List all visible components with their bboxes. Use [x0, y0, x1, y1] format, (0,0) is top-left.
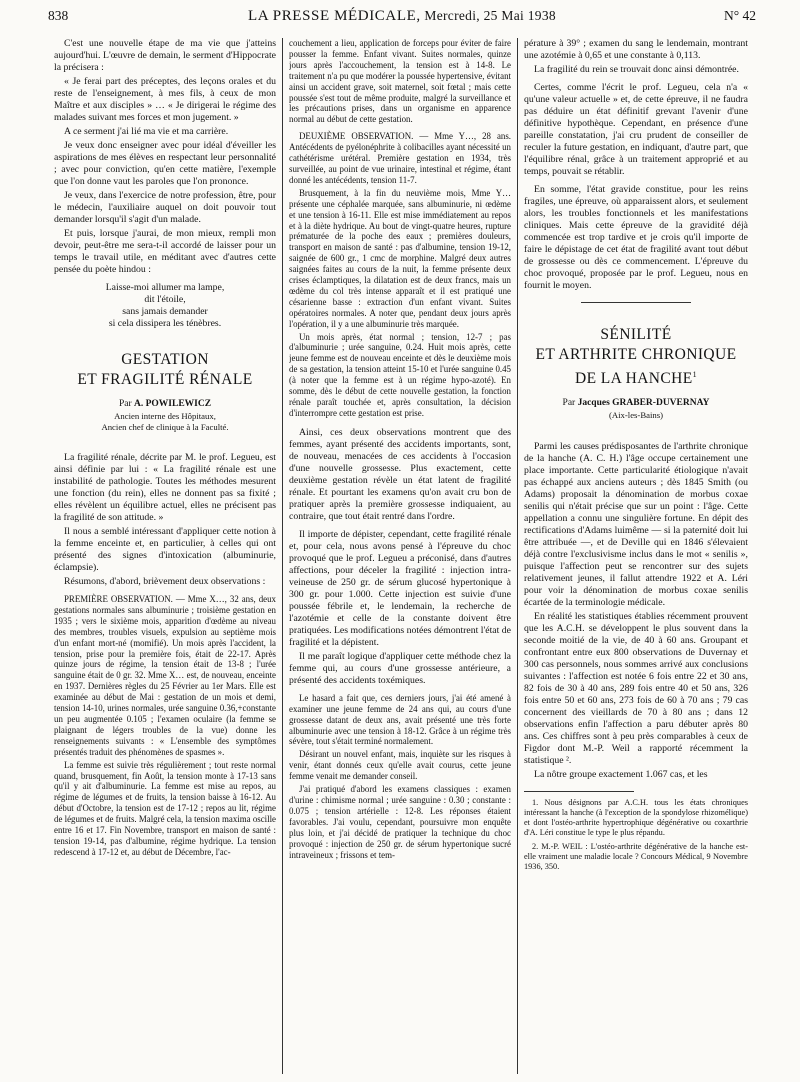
author-affiliation: [54, 411, 276, 432]
journal-name: LA PRESSE MÉDICALE,: [248, 8, 421, 24]
observation: [54, 594, 276, 758]
column-rule: [517, 38, 518, 1074]
poem-line: sans jamais demander: [122, 306, 208, 317]
article-separator: [581, 302, 691, 303]
paragraph: Ainsi, ces deux observations montrent que des femmes, ayant présenté des accidents importants, sont, de nouveau, menacées de ces accidents à l'occasion d'une nouvelle grossesse. Plus exactement, cette deuxième gestation révèle un état latent de fragilité rénale. Et pourtant les examens qu'on avait cru bon de pratiquer après la première grossesse indiquaient, au contraire, que tout était rentré dans l'ordre.: [289, 426, 511, 522]
column-1: [54, 38, 276, 1074]
footnote-marker: 1: [692, 370, 697, 379]
paragraph: Il importe de dépister, cependant, cette fragilité rénale et, pour cela, nous avons pensé à l'épreuve du choc provoqué que le prof. Legueu a préconisé, dans d'autres affections, pour déceler la fragilité : injection intra-veineuse de 250 gr. de sérum glucosé hypertonique à 300 gr. pour 1.000. Cette injection est suivie d'une poussée fébrile et, le lendemain, la recherche de l'azotémie et celle de la constante doivent être pratiquées. Les modifications notées démontrent l'état de fragilité et la dépistent.: [289, 528, 511, 648]
affiliation-line: Ancien chef de clinique à la Faculté.: [101, 421, 229, 432]
page-number: 838: [48, 8, 69, 23]
paragraph: Je veux donc enseigner avec pour idéal d'éveiller les aspirations de mes élèves en respectant leur personnalité ; avec pour conviction, qu'en cette matière, l'exemple que l'on donne vaut les paroles que l'on prononce.: [54, 140, 276, 187]
article-title: [524, 325, 748, 389]
paragraph: C'est une nouvelle étape de ma vie que j'atteins aujourd'hui. L'œuvre de demain, le serment d'Hippocrate la précisera :: [54, 38, 276, 73]
observation-label: PREMIÈRE OBSERVATION.: [64, 594, 173, 604]
title-line: SÉNILITÉ: [600, 326, 672, 343]
footnote: 1. Nous désignons par A.C.H. tous les états chroniques intéressant la hanche (à l'exception de la spondylose rhizomélique) et dont l'ostéo-arthrite hypertrophique dégénérative ou coxarthrie d'A. Léri constitue le type le plus répandu.: [524, 797, 748, 837]
paragraph: Parmi les causes prédisposantes de l'arthrite chronique de la hanche (A. C. H.) l'âge occupe certainement une place importante. Cette particularité étiologique n'avait pas échappé aux anciens auteurs ; dès 1845 Smith (ou Adams) proposait la dénomination de morbus coxae senilis qui n'était précise que sur un point : l'âge. Cette appellation a connu une singulière fortune. En dépit des rectifications d'Adams luimême — si la paternité doit lui être attribuée —, et de Deville qui en 1846 s'élevaient déjà contre l'exclusivisme inclus dans le mot « senilis », puisque l'affection peut se rencontrer sur des sujets relativement jeunes, il fallut attendre 1922 et A. Léri pour voir la dénomination de morbus coxae senilis écartée de la terminologie médicale.: [524, 440, 748, 608]
column-2: [289, 38, 511, 1074]
observation-text: — Mme Y…, 28 ans. Antécédents de pyélonéphrite à colibacilles ayant nécessité un cathétérisme urétéral. Première gestation en 1934, très surveillée, au point de vue urinaire, intestinal et régime, étant donné les antécédents, tension 11-7.: [289, 131, 511, 185]
article-byline: [54, 398, 276, 410]
issue-number: N° 42: [723, 8, 756, 23]
footnote: 2. M.-P. WEIL : L'ostéo-arthrite dégénérative de la hanche est-elle vraiment une maladie locale ? Concours Médical, 9 Novembre 1936, 350.: [524, 841, 748, 871]
byline-prefix: Par: [118, 399, 132, 409]
paragraph: J'ai pratiqué d'abord les examens classiques : examen d'urine : chimisme normal ; urée sanguine : 0.30 ; constante : 0.075 ; tension artérielle : 12-8. Les réponses étaient favorables. J'ai voulu, cependant, poursuivre mon enquête plus loin, et j'ai décidé de pratiquer la technique du choc provoqué : injection de 250 gr. de sérum hypertonique sucré intraveineux ; frissons et tem-: [289, 784, 511, 860]
paragraph: Désirant un nouvel enfant, mais, inquiète sur les risques à venir, étant donnés ceux qu'elle avait courus, cette jeune femme venait me demander conseil.: [289, 749, 511, 782]
title-text: DE LA HANCHE: [574, 370, 693, 388]
paragraph: Brusquement, à la fin du neuvième mois, Mme Y… présente une céphalée marquée, sans albuminurie, ni œdème et une tension à 16-11. Elle est mise immédiatement au repos et à la diète hydrique. Au bout de vingt-quatre heures, rupture prématurée de la poche des eaux ; premières douleurs, transport en maison de santé : pas d'albumine, tension 19-12, saignée de 600 gr., 1 cmc de morphine. Malgré deux autres saignées faites au cours de la nuit, la femme présente deux crises éclamptiques, la dilatation est de deux francs, mais un œdème du col très intense apparaît et il est pratiqué une césarienne basse : extraction d'un enfant vivant. Suites opératoires normales. A noter que, pendant deux jours après l'opération, il y a une albuminurie très marquée.: [289, 187, 511, 329]
paragraph: Je veux, dans l'exercice de notre profession, être, pour le médecin, l'auxiliaire auquel on doit pouvoir tout demander lorsqu'il s'agit d'un malade.: [54, 190, 276, 225]
title-line: GESTATION: [121, 351, 209, 368]
issue-date: Mercredi, 25 Mai 1938: [424, 8, 556, 23]
paragraph: Résumons, d'abord, brièvement deux observations :: [64, 576, 266, 587]
paragraph: Un mois après, état normal ; tension, 12-7 ; pas d'albuminurie ; urée sanguine, 0.24. Huit mois après, cette jeune femme est de nouveau enceinte et dès le deuxième mois de sa gestation, la tension atteint 15-10 et l'urée sanguine 0.45 (à noter que la femme est à un régime hypo-azoté). En somme, dès le début de cette nouvelle gestation, la fonction rénale paraît touchée et, après consultation, la décision d'interrompre cette gestation est prise.: [289, 331, 511, 418]
author-affiliation: (Aix-les-Bains): [608, 410, 664, 421]
title-line: ET ARTHRITE CHRONIQUE: [535, 346, 737, 363]
observation: [289, 131, 511, 186]
poem-line: dit l'étoile,: [144, 294, 186, 305]
paragraph: La fragilité rénale, décrite par M. le prof. Legueu, est ainsi définie par lui : « La fragilité rénale est une instabilité de pathologie. Toutes les méthodes mesurent une fonction (du rein), elles ne donnent pas sa fixité ; elles révèlent un équilibre actuel, elles ne précisent pas la fragilité de son attitude. »: [54, 452, 276, 523]
observation-label: DEUXIÈME OBSERVATION.: [299, 131, 414, 142]
author-name: A. POWILEWICZ: [133, 399, 212, 409]
poem-quote: [54, 282, 276, 330]
paragraph: couchement a lieu, application de forceps pour éviter de faire pousser la femme. Enfant vivant. Suites normales, quinze jours après l'accouchement, la tension est à 14-8. Le traitement n'a pu que modérer la poussée hypertensive, évitant ainsi un accident grave, soit maternel, soit fœtal ; mais cette poussée s'est tout de même produite, malgré la surveillance et les précautions prises, dans un organisme en apparence normal au début de cette gestation.: [289, 38, 511, 125]
paragraph: Le hasard a fait que, ces derniers jours, j'ai été amené à examiner une jeune femme de 24 ans qui, au cours d'une grossesse datant de deux ans, avait présenté une très forte albuminurie avec une tension à 18-12. Grâce à un régime très sévère, tout s'était terminé normalement.: [289, 692, 511, 747]
paragraph: Certes, comme l'écrit le prof. Legueu, cela n'a « qu'une valeur actuelle » et, de cette épreuve, il ne faudra pas déduire un état définitif grevant l'avenir d'une définitive hypothèque. Cependant, en présence d'une pareille constatation, j'ai cru prudent de conseiller de reculer la future gestation, en indiquant, d'autre part, que l'équilibre rénal, grâce à un traitement approprié et au temps, pouvait se rétablir.: [524, 82, 748, 177]
paragraph: La nôtre groupe exactement 1.067 cas, et les: [534, 768, 708, 780]
article-title: [54, 350, 276, 390]
paragraph: Et puis, lorsque j'aurai, de mon mieux, rempli mon devoir, peut-être me sera-t-il accordé de laisser pour un temps le travail utile, en méditant avec d'autres cette pensée du poète hindou :: [54, 228, 276, 275]
paragraph: La femme est suivie très régulièrement ; tout reste normal quand, brusquement, fin Août, la tension monte à 17-13 sans qu'il y ait d'albuminurie. La femme est mise au repos, au régime de légumes et de fruits, la tension baisse à 16-12. Au début d'Octobre, la tension est de 17-12 ; repos au lit, régime de légumes et de fruits. Malgré cela, la tension maxima oscille entre 16 et 17. Fin Novembre, transport en maison de santé : tension 19-14, pas d'albumine, régime hydrique. La tension redescend à 17-12 et, au début de Décembre, l'ac-: [54, 759, 276, 857]
running-head: [108, 8, 696, 25]
article-byline: [524, 397, 748, 409]
paragraph: Il me paraît logique d'appliquer cette méthode chez la femme qui, au cours d'une grossesse antérieure, a présenté des accidents toxémiques.: [289, 650, 511, 686]
paragraph: La fragilité du rein se trouvait donc ainsi démontrée.: [534, 64, 739, 75]
column-3: [524, 38, 748, 1074]
page-header: [48, 8, 756, 30]
poem-line: si cela dissipera les ténèbres.: [108, 318, 222, 329]
paragraph: En réalité les statistiques établies récemment prouvent que les A.C.H. se développent le plus souvent dans la seconde moitié de la vie, de 40 à 60 ans. Groupant et confrontant entre eux 800 observations de Duvernay et 300 cas personnels, nous sommes arrivé aux conclusions suivantes : l'affection est notée 6 fois entre 22 et 30 ans, 82 fois de 30 à 40 ans, 289 fois entre 40 et 50 ans, 326 fois entre 50 et 60 ans, 273 fois de 60 à 70 ans ; 79 cas concernent des vieillards de 70 à 80 ans ; dans 12 observations enfin l'affection a paru débuter après 80 ans. Ces chiffres sont à peu près comparables à ceux de Figdor dont M.-P. Weil a rapporté récemment la statistique ².: [524, 610, 748, 766]
paragraph: « Je ferai part des préceptes, des leçons orales et du reste de l'enseignement, à mes fils, à ceux de mon Maître et aux disciples » … « Je dirigerai le régime des malades suivant mes forces et mon jugement. »: [54, 76, 276, 123]
column-rule: [282, 38, 283, 1074]
paragraph: Il nous a semblé intéressant d'appliquer cette notion à la femme enceinte et, en particulier, à celles qui ont présenté des signes d'intoxication (albuminurie, éclampsie).: [54, 526, 276, 573]
author-name: Jacques GRABER-DUVERNAY: [577, 398, 710, 409]
footnote-rule: [524, 791, 634, 792]
byline-prefix: Par: [562, 398, 576, 409]
paragraph: En somme, l'état gravide constitue, pour les reins fragiles, une épreuve, où apparaissent alors, et seulement alors, les troubles fonctionnels et les manifestations cliniques. Mais cette épreuve de la gravidité déjà commencée est trop tardive et je crois qu'il importe de faire le dépistage de cet état de fragilité avant tout début de grossesse ou dès ce commencement. L'épreuve du choc provoqué, proposée par le prof. Legueu, nous en fournit le moyen.: [524, 184, 748, 291]
paragraph: A ce serment j'ai lié ma vie et ma carrière.: [64, 126, 229, 137]
poem-line: Laisse-moi allumer ma lampe,: [105, 282, 225, 293]
affiliation-line: Ancien interne des Hôpitaux,: [114, 411, 216, 421]
title-line: [524, 365, 748, 389]
paragraph: pérature à 39° ; examen du sang le lendemain, montrant une azotémie à 0,65 et une constante à 0,113.: [524, 38, 748, 61]
observation-text: — Mme X…, 32 ans, deux gestations normales sans albuminurie ; troisième gestation en 1935 ; vers le sixième mois, apparition d'œdème au niveau des membres, troubles visuels, expulsion au septième mois d'un enfant mort-né (momifié). Un mois après l'accident, la tension, prise pour la première fois, était de 22-17. Après quinze jours de régime, la tension était de 13-8 ; l'urée sanguine était de 0 gr. 32. Mme X… est, de nouveau, enceinte en 1937. Dernières règles du 25 Février au 1er Mars. Elle est examinée au début de Mai : gestation de un mois et demi, tension 14-10, urines normales, urée sanguine 0.36,+constante un peu augmentée 0.105 ; l'examen oculaire (la femme se plaignant de légers troubles de la vue) donne les renseignements suivants : « L'ensemble des symptômes présentés traduit des phénomènes de spasmes ».: [54, 594, 276, 757]
title-line: ET FRAGILITÉ RÉNALE: [77, 371, 253, 388]
